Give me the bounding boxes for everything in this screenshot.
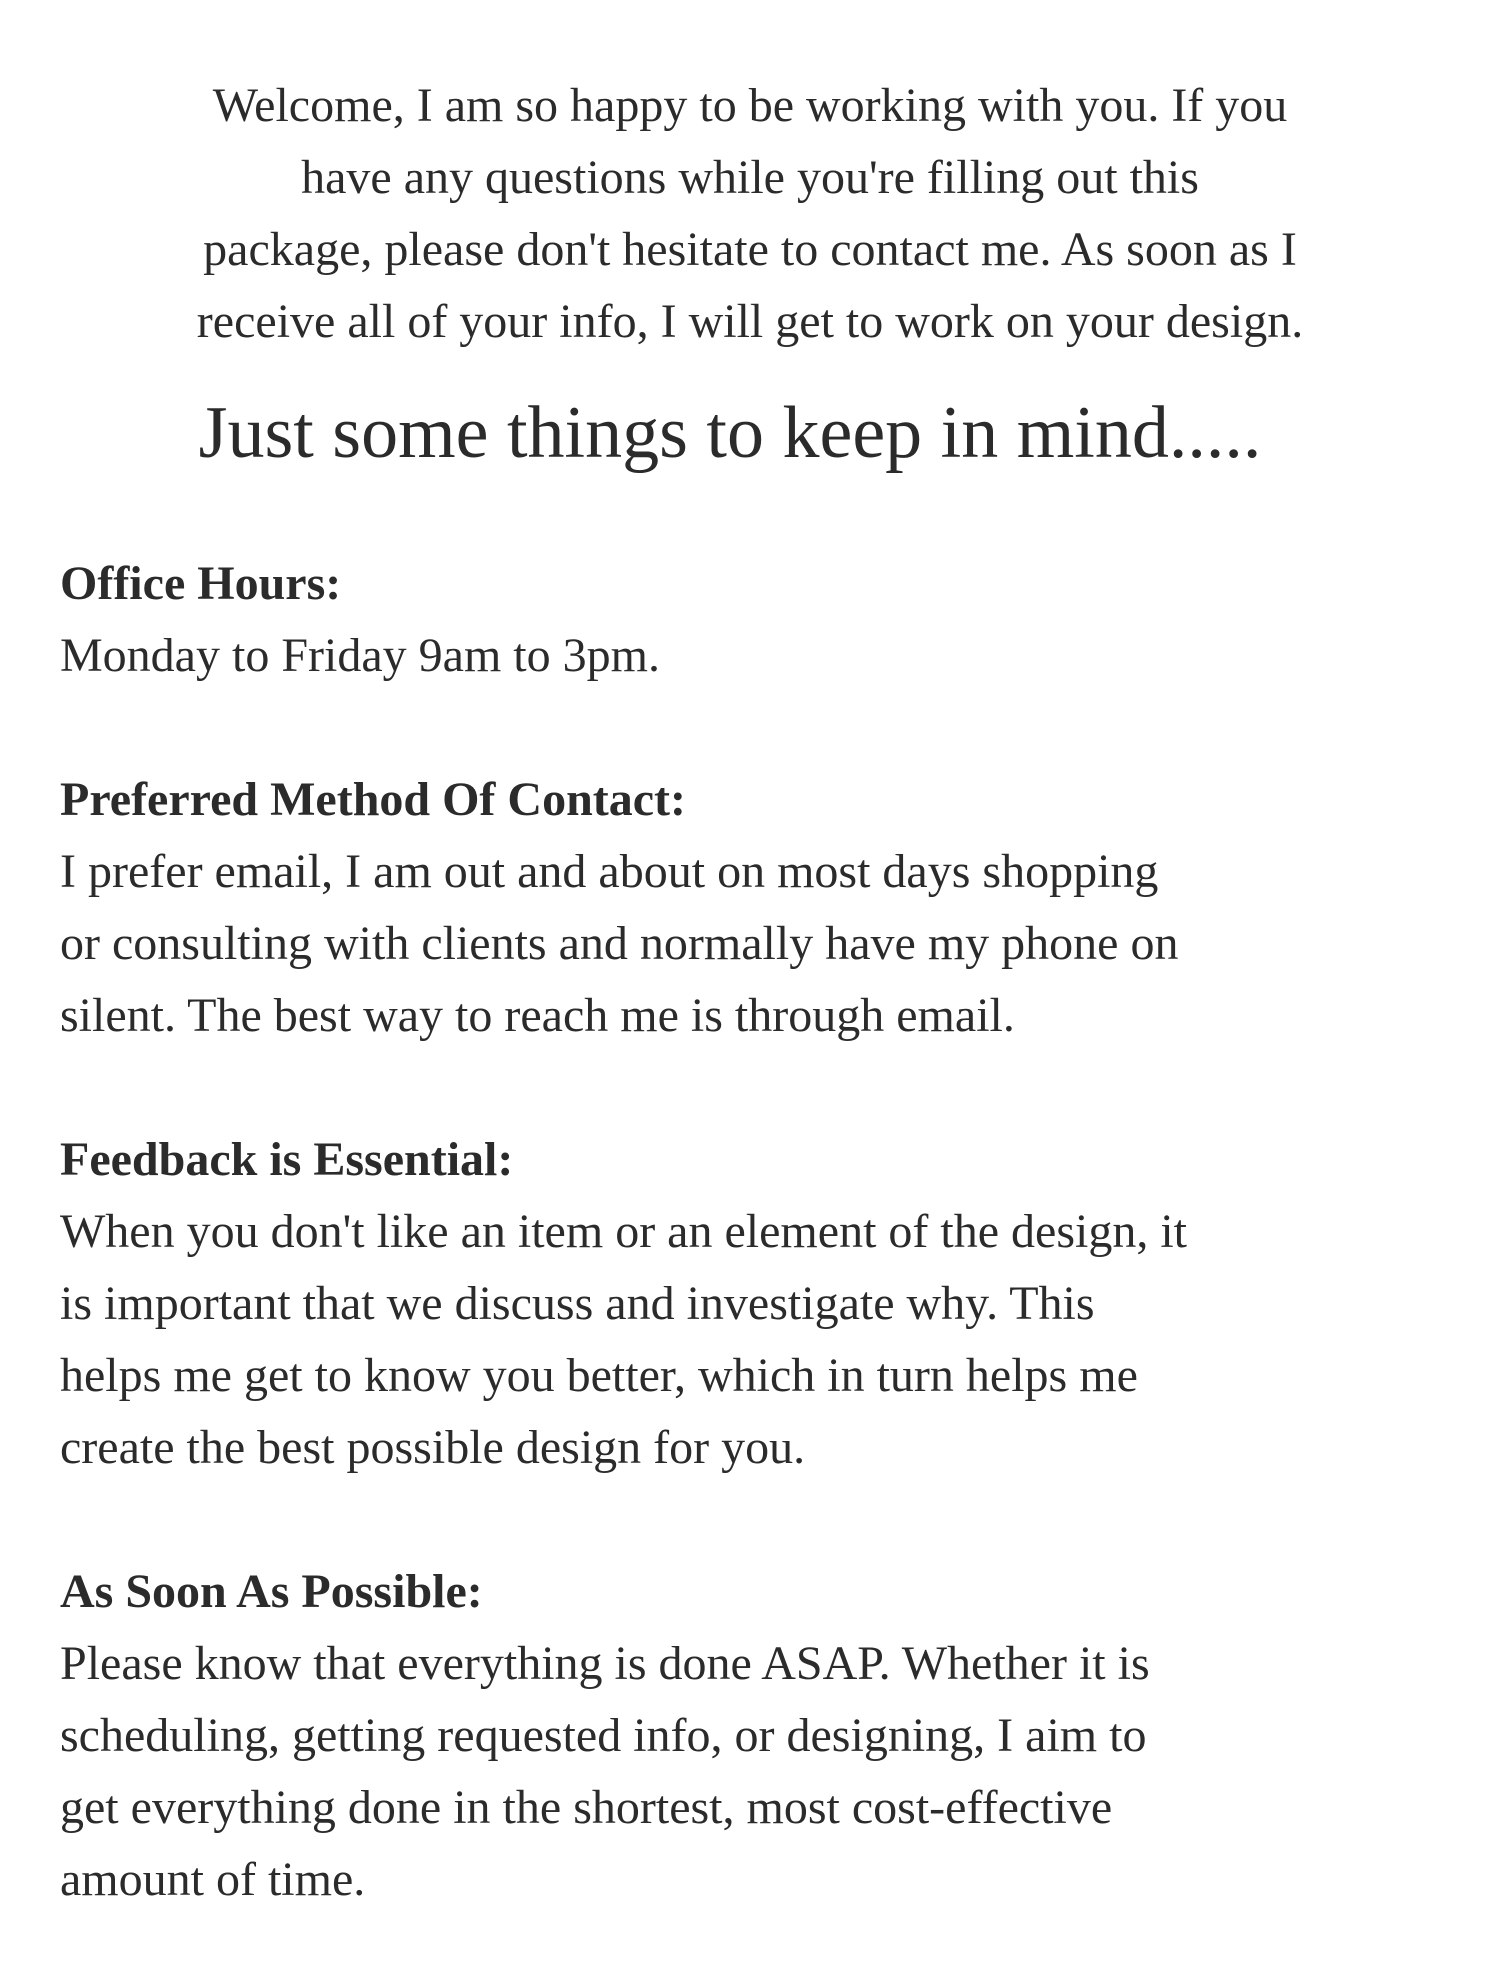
section-line: Monday to Friday 9am to 3pm. <box>60 629 660 682</box>
info-sections <box>60 548 1460 1988</box>
section-line: scheduling, getting requested info, or designing, I aim to <box>60 1709 1147 1762</box>
intro-line: package, please don't hesitate to contact me. As soon as I <box>203 223 1297 276</box>
section-heading: Preferred Method Of Contact: <box>60 773 687 826</box>
section-heading: As Soon As Possible: <box>60 1565 483 1618</box>
section-heading: Feedback is Essential: <box>60 1133 514 1186</box>
section-line: Please know that everything is done ASAP. Whether it is <box>60 1637 1150 1690</box>
section-office-hours <box>60 548 1460 692</box>
section-feedback <box>60 1124 1460 1484</box>
intro-line: Welcome, I am so happy to be working with you. If you <box>212 79 1288 132</box>
section-line: create the best possible design for you. <box>60 1421 806 1474</box>
section-body <box>60 1196 1460 1484</box>
intro-line: receive all of your info, I will get to work on your design. <box>196 295 1304 348</box>
section-line: or consulting with clients and normally have my phone on <box>60 917 1179 970</box>
intro-line: have any questions while you're filling out this <box>301 151 1199 204</box>
section-line: silent. The best way to reach me is through email. <box>60 989 1015 1042</box>
section-body <box>60 620 1460 692</box>
section-preferred-contact <box>60 764 1460 1052</box>
section-line: When you don't like an item or an element of the design, it <box>60 1205 1188 1258</box>
section-line: amount of time. <box>60 1853 366 1906</box>
section-heading: Office Hours: <box>60 557 342 610</box>
section-body <box>60 1628 1460 1916</box>
section-line: helps me get to know you better, which in turn helps me <box>60 1349 1138 1402</box>
section-line: is important that we discuss and investigate why. This <box>60 1277 1095 1330</box>
section-line: get everything done in the shortest, most cost-effective <box>60 1781 1113 1834</box>
section-body <box>60 836 1460 1052</box>
section-line: I prefer email, I am out and about on most days shopping <box>60 845 1159 898</box>
section-asap <box>60 1556 1460 1916</box>
subtitle-heading: Just some things to keep in mind..... <box>198 392 1262 474</box>
intro-paragraph <box>60 70 1440 358</box>
